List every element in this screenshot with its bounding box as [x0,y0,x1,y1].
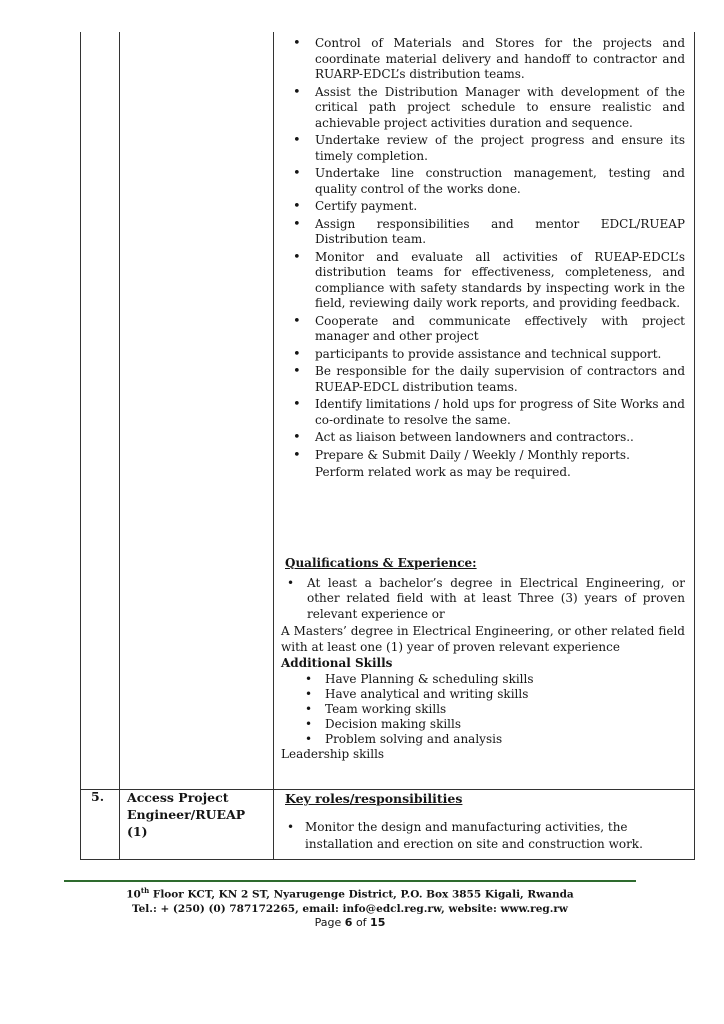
qualifications-heading: Qualifications & Experience: [285,556,477,570]
list-item: • Have Planning & scheduling skills [281,672,685,687]
additional-skills-heading: Additional Skills [281,656,393,670]
list-item: • Assign responsibilities and mentor EDCL/RUEAP Distribution team. [281,217,685,248]
row-number: 5. [91,789,105,804]
footer-address [64,884,636,902]
list-item: • At least a bachelor’s degree in Electrical Engineering, or other related field with at least Three (3) years of proven relevant experience or [281,576,685,623]
list-item: • Undertake line construction management, testing and quality control of the works done. [281,166,685,197]
footer-divider [64,880,636,882]
leadership-skills: Leadership skills [281,746,385,761]
position-title [127,789,267,840]
list-item: • Monitor and evaluate all activities of RUEAP-EDCL’s distribution teams for effectiveness, completeness, and compliance with safety standards by inspecting work in the field, reviewing daily work reports, and providing feedback. [281,250,685,312]
list-item: • Have analytical and writing skills [281,687,685,702]
list-item: • Cooperate and communicate effectively with project manager and other project [281,314,685,345]
list-item: • Monitor the design and manufacturing activities, the installation and erection on site and construction work. [281,819,685,853]
page-current: 6 [344,915,353,929]
roles-list [281,819,685,853]
position-title-line: Engineer/RUEAP (1) [127,807,246,839]
key-roles-heading: Key roles/responsibilities [285,791,463,806]
list-item: • participants to provide assistance and technical support. [281,347,685,363]
list-item: Perform related work as may be required. [315,465,571,479]
qualifications-section [281,556,685,762]
footer [64,884,636,930]
list-item: • Assist the Distribution Manager with development of the critical path project schedule to ensure realistic and achievable project activities duration and sequence. [281,85,685,132]
table-row [81,789,694,859]
list-item: • Act as liaison between landowners and contractors.. [281,430,685,446]
page-number [64,916,636,930]
list-item: • Be responsible for the daily supervision of contractors and RUEAP-EDCL distribution teams. [281,364,685,395]
duties-list [281,36,685,483]
list-item: • Identify limitations / hold ups for progress of Site Works and co-ordinate to resolve the same. [281,397,685,428]
list-item: • Decision making skills [281,717,685,732]
list-item: • Team working skills [281,702,685,717]
page-of: of [355,915,367,929]
column-divider [119,32,120,859]
positions-table [80,32,695,860]
floor-suffix: th [140,886,150,895]
list-item: • Undertake review of the project progress and ensure its timely completion. [281,133,685,164]
list-item: • Control of Materials and Stores for the projects and coordinate material delivery and handoff to contractor and RUARP-EDCL’s distribution teams. [281,36,685,83]
skills-list [281,672,685,747]
qualifications-list [281,576,685,623]
address-text: Floor KCT, KN 2 ST, Nyarugenge District, P.O. Box 3855 Kigali, Rwanda [149,888,574,901]
list-item: • Certify payment. [281,199,685,215]
position-title-line: Access Project [127,790,229,805]
list-item: • Problem solving and analysis [281,732,685,747]
footer-contact: Tel.: + (250) (0) 787172265, email: info@edcl.reg.rw, website: www.reg.rw [132,902,568,915]
floor-number: 10 [126,888,141,901]
page-label: Page [314,915,342,929]
page-total: 15 [370,915,386,929]
masters-paragraph: A Masters’ degree in Electrical Engineering, or other related field with at least one (1) year of proven relevant experience [281,624,685,654]
column-divider [273,32,274,859]
list-item: • Prepare & Submit Daily / Weekly / Monthly reports. [281,448,685,464]
